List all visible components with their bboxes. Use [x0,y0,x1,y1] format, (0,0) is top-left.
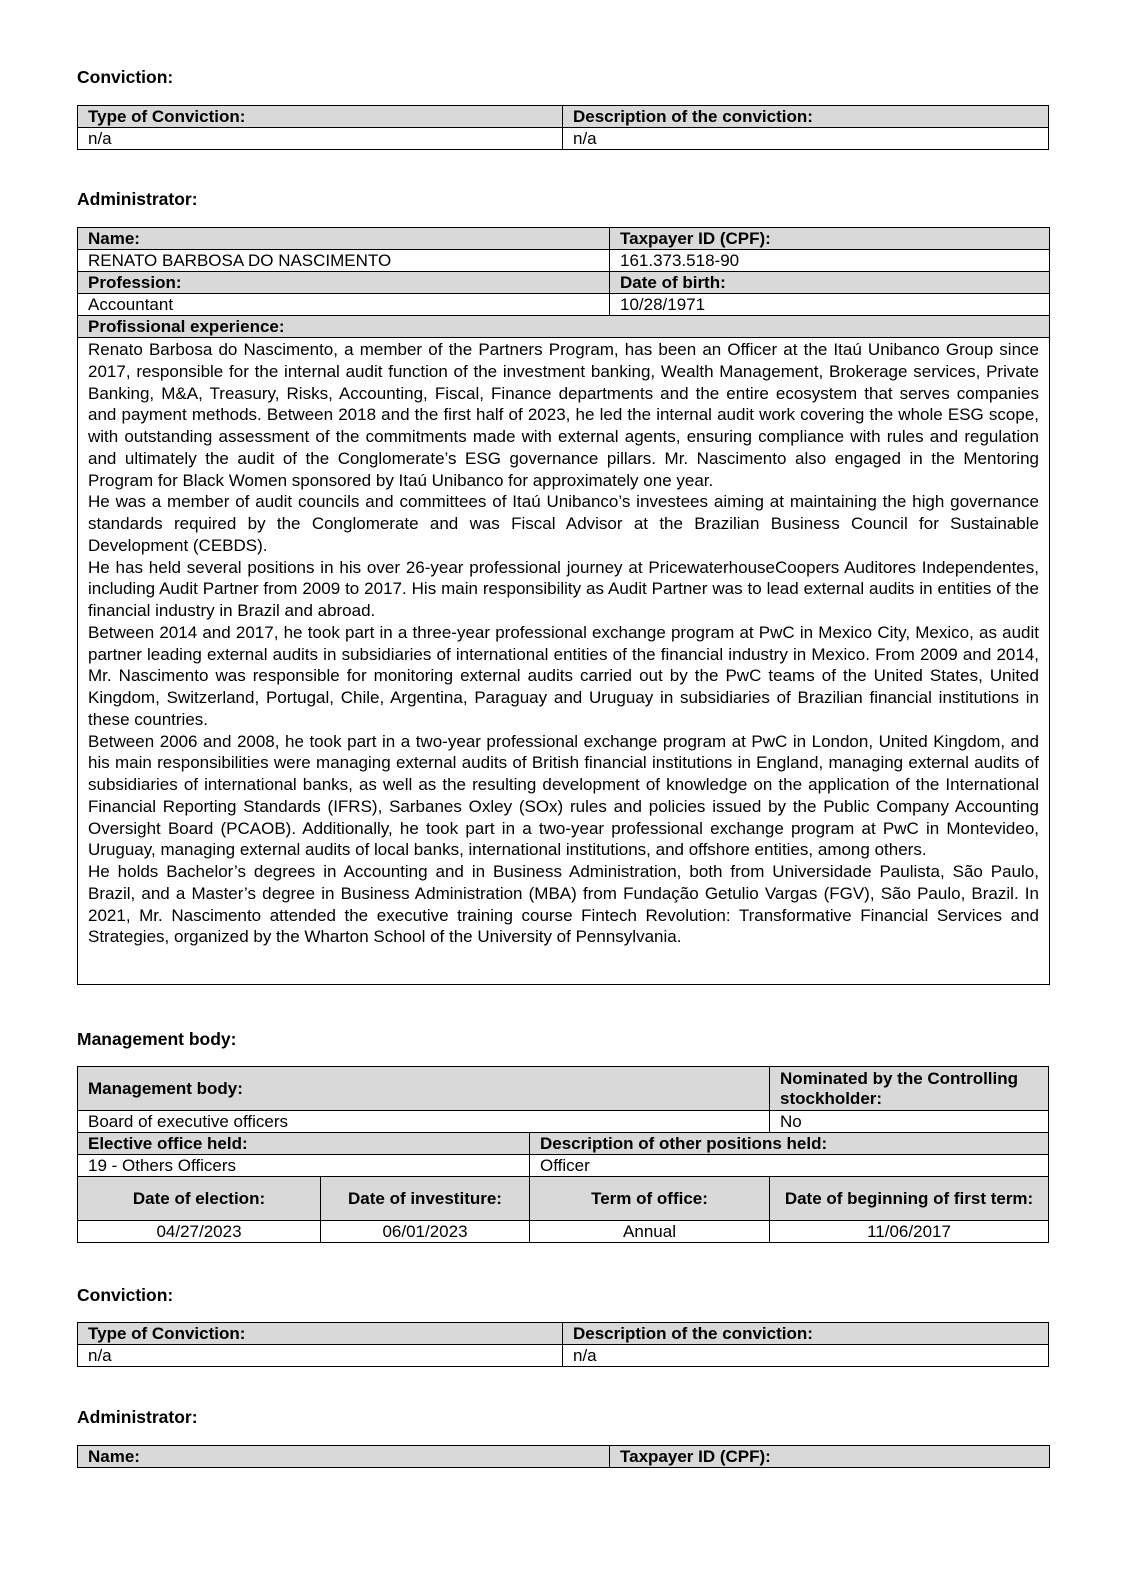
date-of-birth-header: Date of birth: [610,272,1050,294]
experience-paragraph: Renato Barbosa do Nascimento, a member of the Partners Program, has been an Officer at the Itaú Unibanco Group since 2017, responsible for the internal audit function of the investment banking, Wealth Management, Brokerage services, Private Banking, M&A, Treasury, Risks, Accounting, Fiscal, Finance departments and the entire ecosystem that serves companies and payment methods. Between 2018 and the first half of 2023, he led the internal audit work covering the whole ESG scope, with outstanding assessment of the commitments made with external agents, ensuring compliance with rules and regulation and ultimately the audit of the Conglomerate’s ESG governance pillars. Mr. Nascimento also engaged in the Mentoring Program for Black Women sponsored by Itaú Unibanco for approximately one year. [88,340,1039,490]
experience-paragraph: He has held several positions in his over 26-year professional journey at PricewaterhouseCoopers Auditores Independentes, including Audit Partner from 2009 to 2017. His main responsibility as Audit Partner was to lead external audits in entities of the financial industry in Brazil and abroad. [88,557,1039,620]
first-term-date-value: 11/06/2017 [770,1221,1049,1243]
date-of-election-header: Date of election: [78,1177,321,1221]
taxpayer-id-header: Taxpayer ID (CPF): [610,1446,1050,1468]
taxpayer-id-header: Taxpayer ID (CPF): [610,228,1050,250]
name-value: RENATO BARBOSA DO NASCIMENTO [78,250,610,272]
experience-paragraph: He holds Bachelor’s degrees in Accounting and in Business Administration, both from Universidade Paulista, São Paulo, Brazil, and a Master’s degree in Business Administration (MBA) from Fundação Getulio Vargas (FGV), São Paulo, Brazil. In 2021, Mr. Nascimento attended the executive training course Fintech Revolution: Transformative Financial Services and Strategies, organized by the Wharton School of the University of Pennsylvania. [88,862,1039,947]
management-body-header: Management body: [78,1067,770,1111]
description-of-conviction-header: Description of the conviction: [563,106,1049,128]
date-of-election-value: 04/27/2023 [78,1221,321,1243]
elective-office-header: Elective office held: [78,1133,530,1155]
experience-paragraph: He was a member of audit councils and committees of Itaú Unibanco’s investees aiming at maintaining the high governance standards required by the Conglomerate and was Fiscal Advisor at the Brazilian Business Council for Sustainable Development (CEBDS). [88,492,1039,555]
description-of-conviction-header: Description of the conviction: [563,1323,1049,1345]
experience-paragraph: Between 2014 and 2017, he took part in a three-year professional exchange program at PwC in Mexico City, Mexico, as audit partner leading external audits in subsidiaries of international entities of the financial industry in Mexico. From 2009 and 2014, Mr. Nascimento was responsible for monitoring external audits carried out by the PwC teams of the United States, United Kingdom, Switzerland, Portugal, Chile, Argentina, Paraguay and Uruguay in subsidiaries of Brazilian financial institutions in these countries. [88,622,1039,729]
experience-paragraph: Between 2006 and 2008, he took part in a two-year professional exchange program at PwC in London, United Kingdom, and his main responsibilities were managing external audits of British financial institutions in England, managing external audits of subsidiaries of international banks, as well as the resulting development of knowledge on the application of the International Financial Reporting Standards (IFRS), Sarbanes Oxley (SOx) rules and policies issued by the Public Company Accounting Oversight Board (PCAOB). Additionally, he took part in a two-year professional exchange program at PwC in Montevideo, Uruguay, managing external audits of local banks, international institutions, and offshore entities, among others. [88,731,1039,860]
term-of-office-value: Annual [530,1221,770,1243]
date-of-investiture-header: Date of investiture: [321,1177,530,1221]
description-of-conviction-value: n/a [563,128,1049,150]
type-of-conviction-header: Type of Conviction: [78,106,563,128]
management-body-table [77,1066,1049,1243]
section-title-administrator: Administrator: [77,1407,198,1427]
type-of-conviction-value: n/a [78,1345,563,1367]
description-of-conviction-value: n/a [563,1345,1049,1367]
name-header: Name: [78,1446,610,1468]
date-of-investiture-value: 06/01/2023 [321,1221,530,1243]
administrator-table [77,227,1050,985]
term-of-office-header: Term of office: [530,1177,770,1221]
conviction-table [77,105,1049,150]
profession-header: Profession: [78,272,610,294]
management-body-value: Board of executive officers [78,1111,770,1133]
other-positions-value: Officer [530,1155,1049,1177]
conviction-table [77,1322,1049,1367]
date-of-birth-value: 10/28/1971 [610,294,1050,316]
elective-office-value: 19 - Others Officers [78,1155,530,1177]
other-positions-header: Description of other positions held: [530,1133,1049,1155]
profession-value: Accountant [78,294,610,316]
first-term-date-header: Date of beginning of first term: [770,1177,1049,1221]
section-title-conviction: Conviction: [77,1285,174,1305]
taxpayer-id-value: 161.373.518-90 [610,250,1050,272]
administrator-table [77,1445,1050,1468]
section-title-management-body: Management body: [77,1029,237,1049]
name-header: Name: [78,228,610,250]
nominated-by-controlling-header: Nominated by the Controlling stockholder: [770,1067,1049,1111]
section-title-conviction: Conviction: [77,67,174,87]
type-of-conviction-header: Type of Conviction: [78,1323,563,1345]
professional-experience-header: Profissional experience: [78,316,1050,338]
type-of-conviction-value: n/a [78,128,563,150]
section-title-administrator: Administrator: [77,189,198,209]
nominated-by-controlling-value: No [770,1111,1049,1133]
professional-experience-text [78,338,1050,985]
